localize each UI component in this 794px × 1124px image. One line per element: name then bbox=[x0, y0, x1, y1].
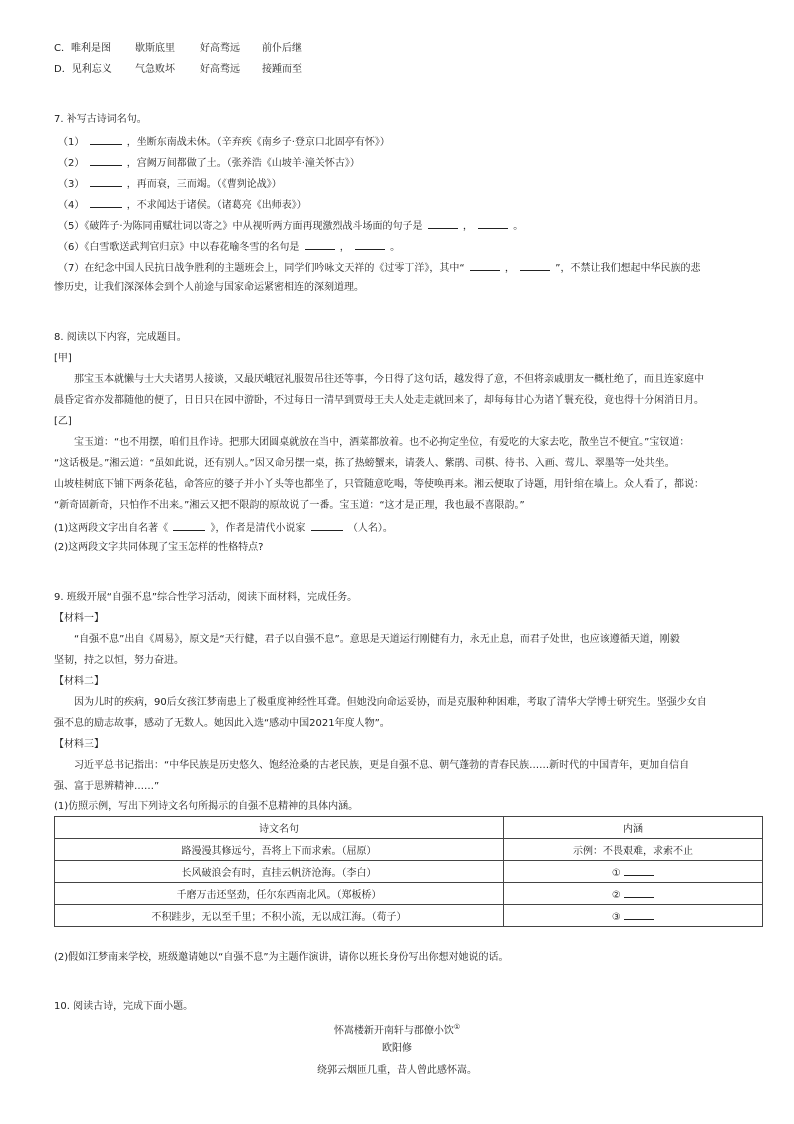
table-cell-meaning bbox=[504, 883, 763, 905]
q8-yi-line-3: 山坡桂树底下铺下两条花毡，命答应的婆子并小丫头等也都坐了，只管随意吃喝，等使唤再来。湘云便取了诗题，用针绾在墙上。众人看了，都说： bbox=[54, 479, 704, 490]
option-word: 好高骛远 bbox=[200, 43, 240, 54]
table-row bbox=[55, 839, 763, 861]
answer-blank[interactable] bbox=[478, 218, 508, 229]
answer-blank[interactable] bbox=[428, 218, 458, 229]
answer-blank[interactable] bbox=[470, 260, 500, 271]
q9-title: 9. 班级开展“自强不息”综合性学习活动，阅读下面材料，完成任务。 bbox=[54, 592, 358, 603]
table-row bbox=[55, 861, 763, 883]
answer-blank[interactable] bbox=[173, 520, 205, 531]
q9-material-2-line-2: 强不息的励志故事，感动了无数人。她因此入选“感动中国2021年度人物”。 bbox=[54, 718, 390, 729]
q8-sub-question-2: (2)这两段文字共同体现了宝玉怎样的性格特点? bbox=[54, 542, 264, 553]
answer-number: ② bbox=[611, 889, 621, 901]
answer-blank[interactable] bbox=[624, 865, 654, 876]
q7-item-5 bbox=[58, 218, 523, 234]
option-label: D．见利忘义 bbox=[54, 64, 112, 75]
option-word: 好高骛远 bbox=[200, 64, 240, 75]
footnote-marker: ① bbox=[453, 1023, 461, 1031]
table-row bbox=[55, 883, 763, 905]
q9-material-1-line-2: 坚韧，持之以恒，努力奋进。 bbox=[54, 655, 184, 666]
q9-material-2-label: 【材料二】 bbox=[54, 676, 104, 687]
q6-option-c bbox=[54, 42, 302, 56]
item-text: （人名）。 bbox=[347, 523, 393, 534]
q8-label-jia: [甲] bbox=[54, 353, 72, 364]
punctuation: ， bbox=[504, 263, 515, 274]
q7-item-1 bbox=[58, 134, 390, 150]
table-cell-line: 千磨万击还坚劲，任尔东西南北风。（郑板桥） bbox=[55, 883, 504, 905]
item-text: (1)这两段文字出自名著《 bbox=[54, 523, 169, 534]
q8-jia-line-2: 晨昏定省亦发都随他的便了，日日只在园中游卧，不过每日一清早到贾母王夫人处走走就回来了，却每每甘心为诸丫鬟充役，竟也得十分闲消日月。 bbox=[54, 395, 704, 406]
answer-blank[interactable] bbox=[90, 197, 122, 208]
answer-blank[interactable] bbox=[520, 260, 550, 271]
item-text: ”，不禁让我们想起中华民族的悲 bbox=[555, 263, 701, 274]
q8-sub-question-1 bbox=[54, 520, 393, 536]
answer-blank[interactable] bbox=[624, 909, 654, 920]
q8-jia-line-1: 那宝玉本就懒与士大夫诸男人接谈，又最厌峨冠礼服贺吊往还等事，今日得了这句话，越发得了意，不但将亲戚朋友一概杜绝了，而且连家庭中 bbox=[74, 374, 704, 385]
punctuation: 。 bbox=[513, 221, 524, 232]
q8-yi-line-1: 宝玉道：“也不用摆，咱们且作诗。把那大团圆桌就放在当中，酒菜都放着。也不必拘定坐位，有爱吃的大家去吃，散坐岂不便宜。”宝钗道： bbox=[74, 437, 690, 448]
table-cell-line: 路漫漫其修远兮，吾将上下而求索。（屈原） bbox=[55, 839, 504, 861]
q9-sub-question-1: (1)仿照示例，写出下列诗文名句所揭示的自强不息精神的具体内涵。 bbox=[54, 801, 359, 812]
table-cell-line: 长风破浪会有时，直挂云帆济沧海。（李白） bbox=[55, 861, 504, 883]
poem-title: 怀嵩楼新开南轩与郡僚小饮 bbox=[333, 1025, 454, 1037]
q7-title: 7. 补写古诗词名句。 bbox=[54, 114, 147, 125]
item-text: ，不求闻达于诸侯。（诸葛亮《出师表》） bbox=[126, 200, 307, 211]
poem-title-line bbox=[0, 1020, 794, 1038]
q9-material-2-line-1: 因为儿时的疾病，90后女孩江梦南患上了极重度神经性耳聋。但她没向命运妥协，而是克服种种困难，考取了清华大学博士研究生。坚强少女自 bbox=[74, 697, 707, 708]
punctuation: ， bbox=[462, 221, 473, 232]
answer-blank[interactable] bbox=[624, 887, 654, 898]
answer-number: ① bbox=[611, 867, 621, 879]
q9-material-1-label: 【材料一】 bbox=[54, 613, 104, 624]
q8-label-yi: [乙] bbox=[54, 416, 72, 427]
q7-item-7-cont: 惨历史，让我们深深体会到个人前途与国家命运紧密相连的深刻道理。 bbox=[54, 282, 364, 293]
table-header: 诗文名句 bbox=[55, 817, 504, 839]
table-header: 内涵 bbox=[504, 817, 763, 839]
q9-material-1-line-1: “自强不息”出自《周易》，原文是“天行健，君子以自强不息”。意思是天道运行刚健有力，永无止息，而君子处世，也应该遵循天道，刚毅 bbox=[74, 634, 680, 645]
q8-title: 8. 阅读以下内容，完成题目。 bbox=[54, 332, 187, 343]
option-word: 气急败坏 bbox=[135, 64, 175, 75]
q7-item-7 bbox=[58, 260, 700, 276]
answer-blank[interactable] bbox=[90, 134, 122, 145]
q9-poem-table bbox=[54, 816, 763, 927]
q10-title: 10. 阅读古诗，完成下面小题。 bbox=[54, 1001, 194, 1012]
q9-material-3-line-2: 强、富于思辨精神……” bbox=[54, 781, 160, 792]
table-row bbox=[55, 905, 763, 927]
item-text: ，再而衰，三而竭。（《曹刿论战》） bbox=[126, 179, 282, 190]
option-word: 歇斯底里 bbox=[135, 43, 175, 54]
answer-number: ③ bbox=[611, 911, 621, 923]
item-text: （6）《白雪歌送武判官归京》中以春花喻冬雪的名句是 bbox=[58, 242, 300, 253]
q6-option-d bbox=[54, 63, 302, 77]
table-cell-meaning: 示例：不畏艰难，求索不止 bbox=[504, 839, 763, 861]
q9-material-3-line-1: 习近平总书记指出：“中华民族是历史悠久、饱经沧桑的古老民族，更是自强不息、朝气蓬勃的青春民族……新时代的中国青年，更加自信自 bbox=[74, 760, 690, 771]
item-number: （2） bbox=[58, 158, 85, 169]
q9-material-3-label: 【材料三】 bbox=[54, 739, 104, 750]
item-text: ，宫阙万间都做了土。（张养浩《山坡羊·潼关怀古》） bbox=[126, 158, 360, 169]
table-cell-meaning bbox=[504, 861, 763, 883]
answer-blank[interactable] bbox=[305, 239, 335, 250]
poem-line-1: 绕郭云烟匝几重，昔人曾此感怀嵩。 bbox=[317, 1065, 477, 1076]
item-number: （3） bbox=[58, 179, 85, 190]
q9-sub-question-2: (2)假如江梦南来学校，班级邀请她以“自强不息”为主题作演讲，请你以班长身份写出你想对她说的话。 bbox=[54, 952, 509, 963]
poem-author: 欧阳修 bbox=[382, 1043, 412, 1054]
item-number: （4） bbox=[58, 200, 85, 211]
table-header-row bbox=[55, 817, 763, 839]
answer-blank[interactable] bbox=[355, 239, 385, 250]
item-text: （7）在纪念中国人民抗日战争胜利的主题班会上，同学们吟咏文天祥的《过零丁洋》，其中“ bbox=[58, 263, 465, 274]
q7-item-4 bbox=[58, 197, 307, 213]
punctuation: ， bbox=[339, 242, 350, 253]
item-number: （1） bbox=[58, 137, 85, 148]
option-word: 接踵而至 bbox=[262, 64, 302, 75]
item-text: ，坐断东南战未休。（辛弃疾《南乡子·登京口北固亭有怀》） bbox=[126, 137, 390, 148]
q8-yi-line-2: “这话极是。”湘云道：“虽如此说，还有别人。”因又命另摆一桌，拣了热螃蟹来，请袭人、紫鹃、司棋、待书、入画、莺儿、翠墨等一处共坐。 bbox=[54, 458, 675, 469]
q7-item-3 bbox=[58, 176, 282, 192]
punctuation: 。 bbox=[390, 242, 401, 253]
answer-blank[interactable] bbox=[311, 520, 343, 531]
item-text: （5）《破阵子·为陈同甫赋壮词以寄之》中从视听两方面再现激烈战斗场面的句子是 bbox=[58, 221, 423, 232]
option-word: 前仆后继 bbox=[262, 43, 302, 54]
q7-item-6 bbox=[58, 239, 400, 255]
answer-blank[interactable] bbox=[90, 155, 122, 166]
answer-blank[interactable] bbox=[90, 176, 122, 187]
option-label: C．唯利是图 bbox=[54, 43, 111, 54]
table-cell-line: 不积跬步，无以至千里；不积小流，无以成江海。（荀子） bbox=[55, 905, 504, 927]
q8-yi-line-4: “新奇固新奇，只怕作不出来。”湘云又把不限韵的原故说了一番。宝玉道：“这才是正理，我也最不喜限韵。” bbox=[54, 500, 525, 511]
q7-item-2 bbox=[58, 155, 360, 171]
item-text: 》，作者是清代小说家 bbox=[210, 523, 306, 534]
table-cell-meaning bbox=[504, 905, 763, 927]
